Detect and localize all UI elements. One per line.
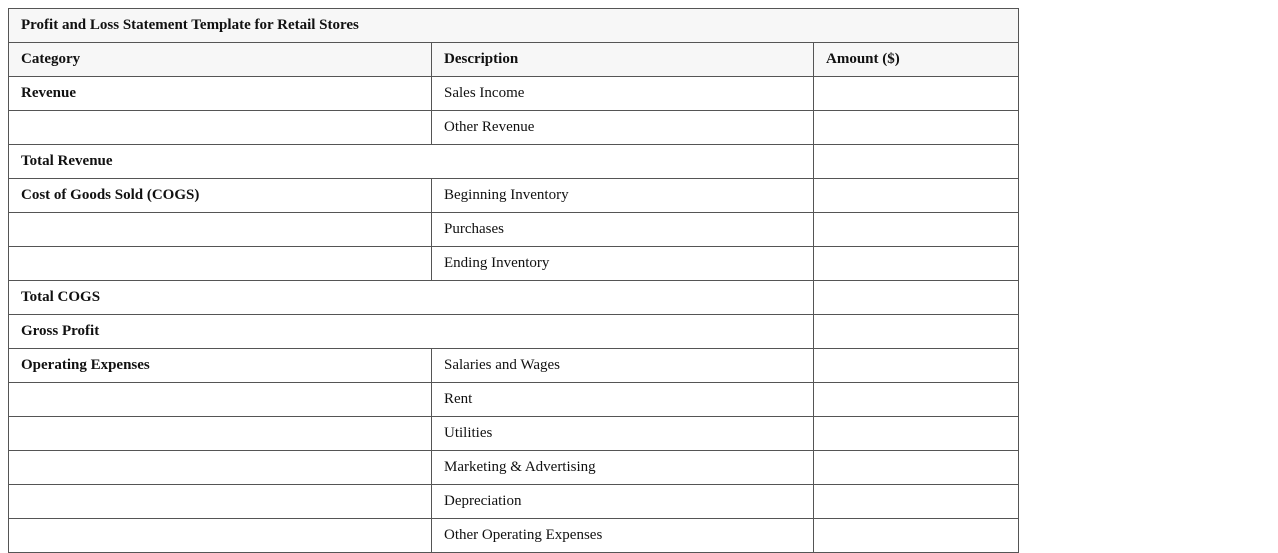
amount-cell[interactable] <box>814 315 1019 349</box>
column-header-description: Description <box>432 43 814 77</box>
description-cell: Ending Inventory <box>432 247 814 281</box>
total-row <box>9 315 1019 349</box>
amount-cell[interactable] <box>814 451 1019 485</box>
description-cell: Sales Income <box>432 77 814 111</box>
total-row <box>9 281 1019 315</box>
description-cell: Purchases <box>432 213 814 247</box>
amount-cell[interactable] <box>814 77 1019 111</box>
category-cell <box>9 111 432 145</box>
total-label-cell: Gross Profit <box>9 315 814 349</box>
category-cell <box>9 247 432 281</box>
table-row <box>9 213 1019 247</box>
amount-cell[interactable] <box>814 111 1019 145</box>
description-cell: Salaries and Wages <box>432 349 814 383</box>
amount-cell[interactable] <box>814 213 1019 247</box>
amount-cell[interactable] <box>814 179 1019 213</box>
table-row <box>9 485 1019 519</box>
table-row <box>9 349 1019 383</box>
table-row <box>9 383 1019 417</box>
table-row <box>9 451 1019 485</box>
table-row <box>9 111 1019 145</box>
pl-statement-sheet <box>8 8 1019 553</box>
category-cell: Cost of Goods Sold (COGS) <box>9 179 432 213</box>
column-header-amount: Amount ($) <box>814 43 1019 77</box>
amount-cell[interactable] <box>814 349 1019 383</box>
amount-cell[interactable] <box>814 145 1019 179</box>
table-row <box>9 417 1019 451</box>
description-cell: Other Revenue <box>432 111 814 145</box>
table-row <box>9 247 1019 281</box>
profit-loss-table <box>8 8 1019 553</box>
table-row <box>9 519 1019 553</box>
amount-cell[interactable] <box>814 519 1019 553</box>
description-cell: Utilities <box>432 417 814 451</box>
category-cell <box>9 417 432 451</box>
description-cell: Rent <box>432 383 814 417</box>
category-cell <box>9 213 432 247</box>
category-cell <box>9 383 432 417</box>
amount-cell[interactable] <box>814 383 1019 417</box>
category-cell <box>9 519 432 553</box>
description-cell: Beginning Inventory <box>432 179 814 213</box>
description-cell: Depreciation <box>432 485 814 519</box>
total-row <box>9 145 1019 179</box>
description-cell: Other Operating Expenses <box>432 519 814 553</box>
table-title: Profit and Loss Statement Template for Retail Stores <box>9 9 1019 43</box>
total-label-cell: Total Revenue <box>9 145 814 179</box>
table-row <box>9 179 1019 213</box>
amount-cell[interactable] <box>814 485 1019 519</box>
category-cell <box>9 485 432 519</box>
category-cell: Revenue <box>9 77 432 111</box>
amount-cell[interactable] <box>814 281 1019 315</box>
title-row <box>9 9 1019 43</box>
amount-cell[interactable] <box>814 417 1019 451</box>
category-cell: Operating Expenses <box>9 349 432 383</box>
category-cell <box>9 451 432 485</box>
header-row <box>9 43 1019 77</box>
total-label-cell: Total COGS <box>9 281 814 315</box>
column-header-category: Category <box>9 43 432 77</box>
table-row <box>9 77 1019 111</box>
description-cell: Marketing & Advertising <box>432 451 814 485</box>
amount-cell[interactable] <box>814 247 1019 281</box>
